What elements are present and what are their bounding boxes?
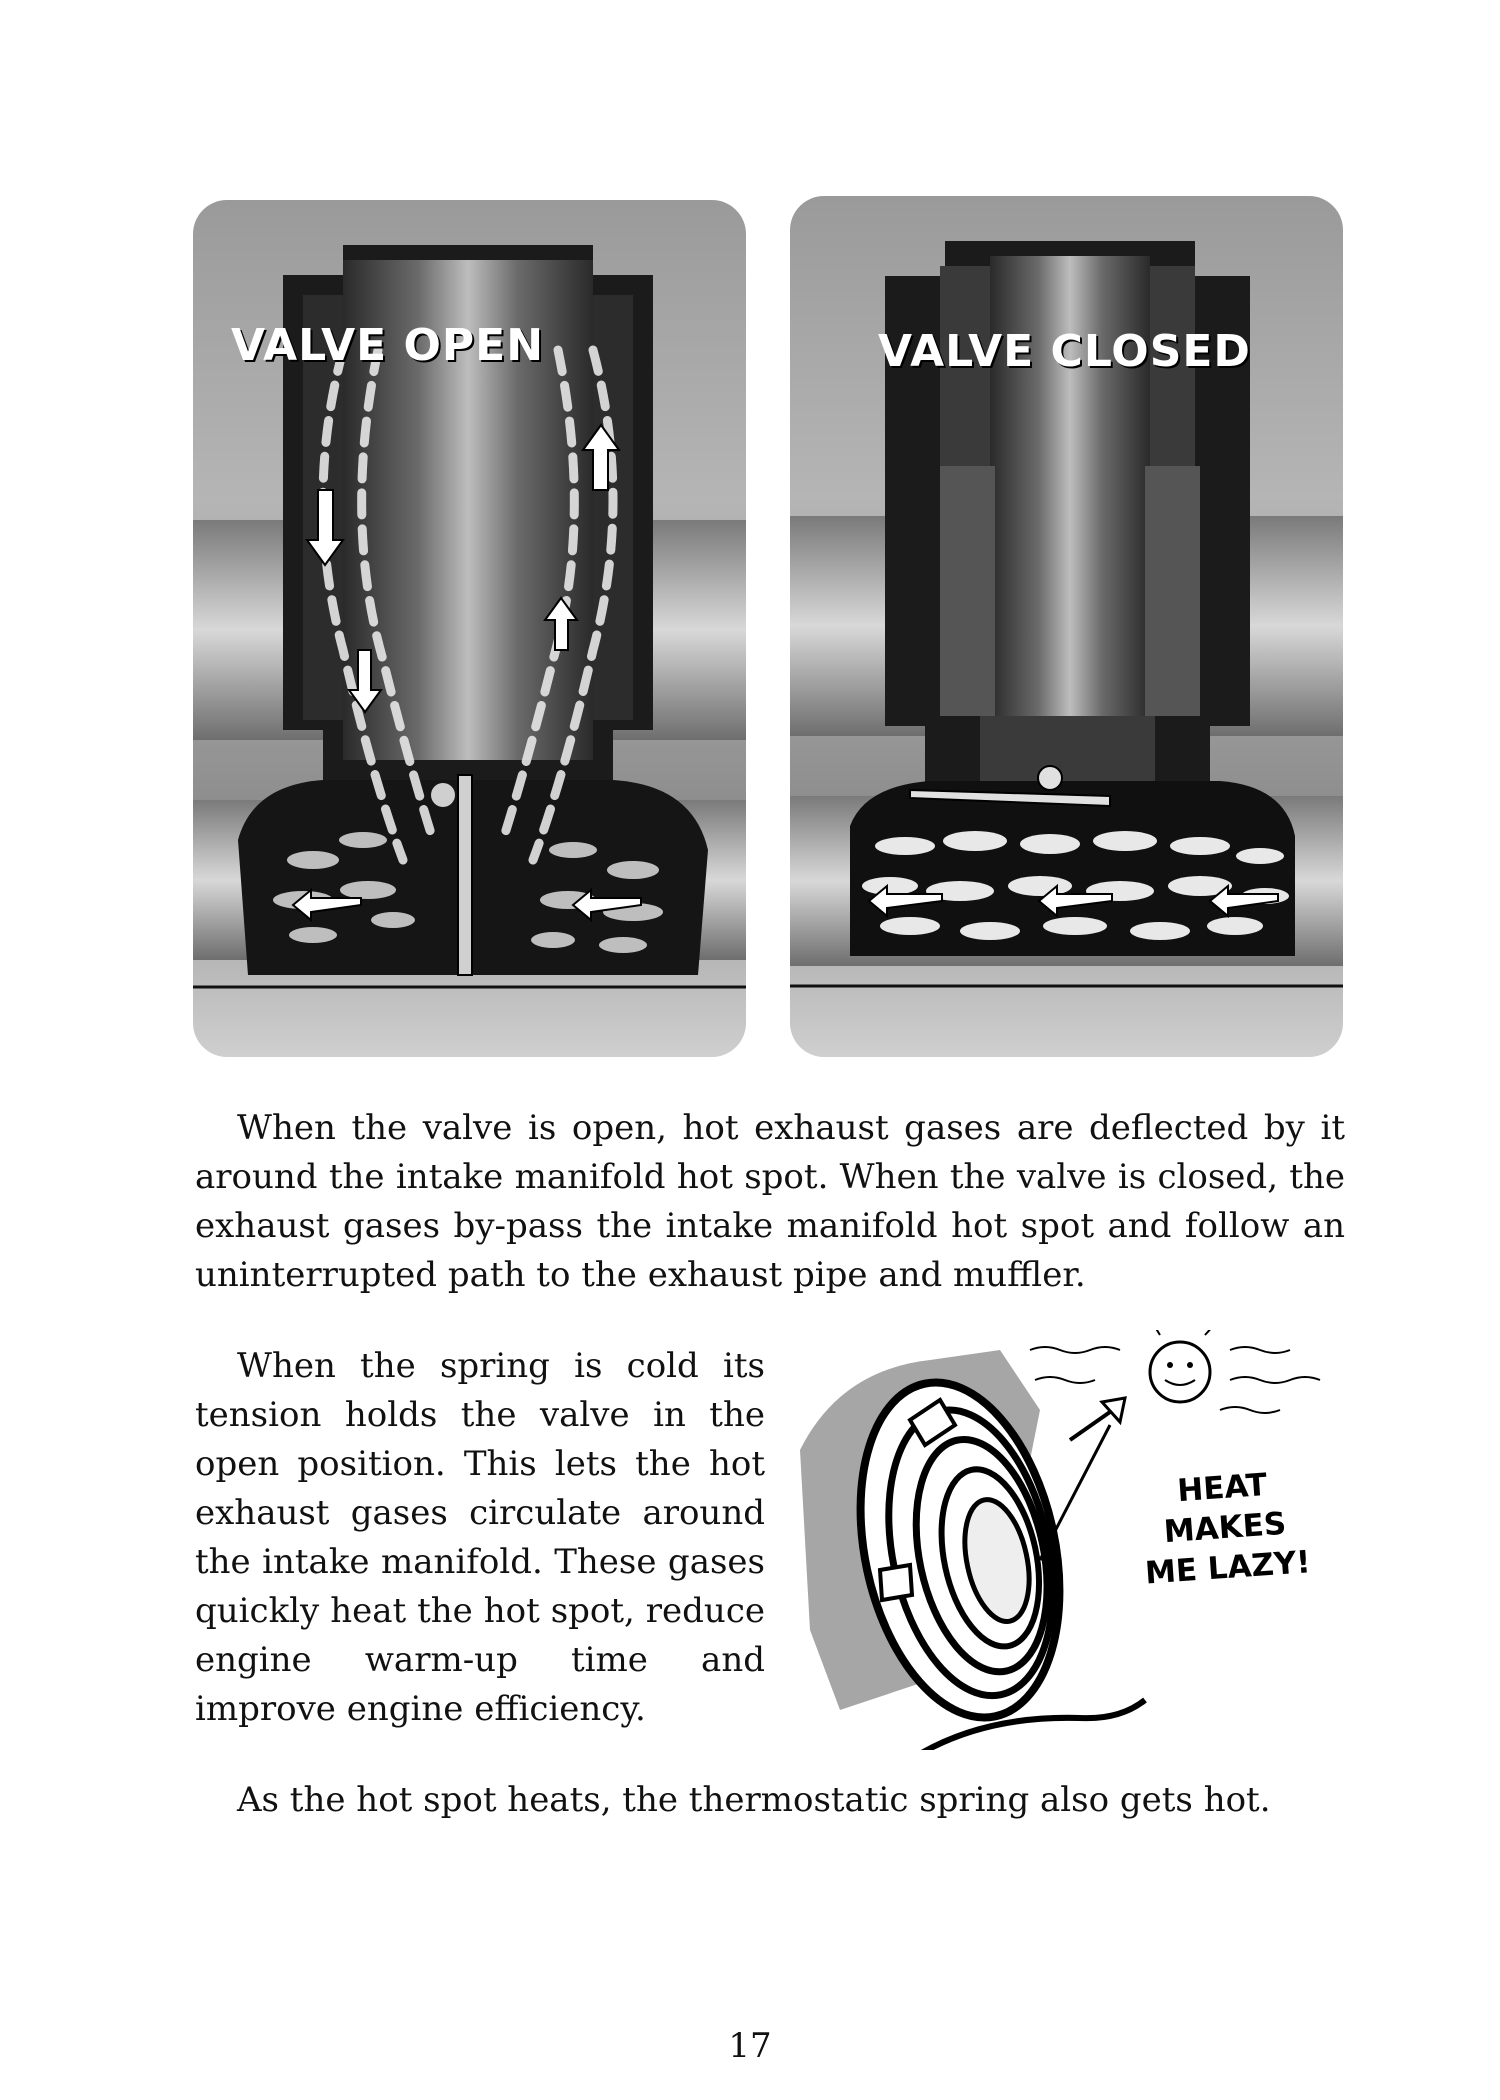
paragraph-spring-heats: As the hot spot heats, the thermostatic spring also gets hot. bbox=[237, 1780, 1271, 1820]
valve-open-label: VALVE OPEN bbox=[231, 320, 545, 371]
paragraph-valve-description: When the valve is open, hot exhaust gases are deflected by it around the intake manifold hot spot. When the valve is closed, the exhaust gases by-pass the intake manifold hot spot and follow an uninterrupted path to the exhaust pipe and muffler. bbox=[195, 1108, 1345, 1295]
caption-line-lazy: ME LAZY! bbox=[1143, 1544, 1312, 1592]
valve-closed-illustration bbox=[790, 196, 1343, 1057]
caption-line-makes: MAKES bbox=[1162, 1505, 1288, 1551]
page-number: 17 bbox=[728, 2026, 772, 2066]
caption-line-heat: HEAT bbox=[1176, 1467, 1269, 1510]
valve-open-illustration bbox=[193, 200, 746, 1057]
paragraph-spring-cold: When the spring is cold its tension holds the valve in the open position. This lets the hot exhaust gases circulate around the intake manifold. These gases quickly heat the hot spot, reduce engine warm-up time and improve engine efficiency. bbox=[195, 1346, 765, 1729]
cartoon-speech-caption bbox=[1136, 1462, 1314, 1594]
sun-icon bbox=[1030, 1330, 1320, 1413]
valve-closed-label: VALVE CLOSED bbox=[878, 326, 1251, 377]
